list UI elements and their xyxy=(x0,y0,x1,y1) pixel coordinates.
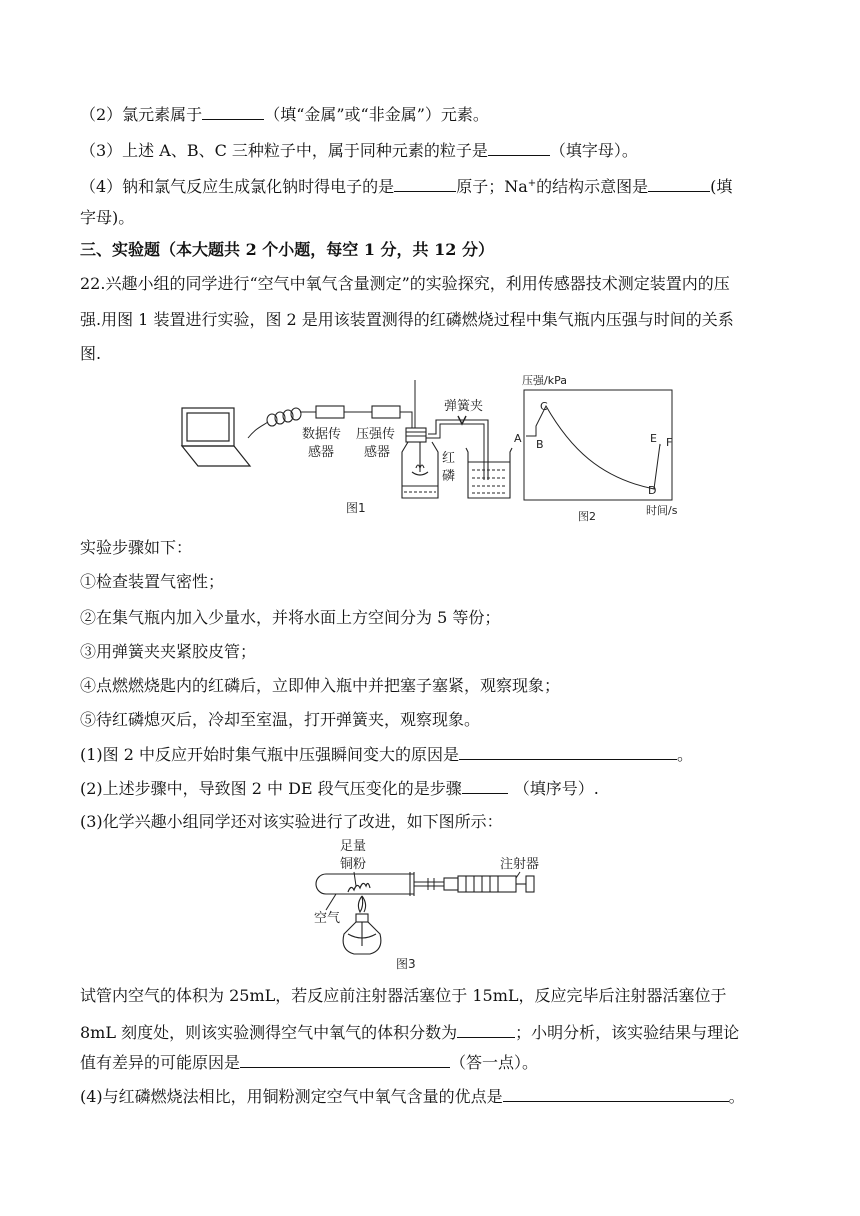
sub-question-4: (4)与红磷燃烧法相比，用铜粉测定空气中氧气含量的优点是 。 xyxy=(80,1087,745,1106)
q22-intro-line3: 图. xyxy=(80,344,102,363)
alcohol-lamp-icon xyxy=(343,896,381,954)
sub-question-3-text-1: 试管内空气的体积为 25mL，若反应前注射器活塞位于 15mL，反应完毕后注射器活塞位于 xyxy=(80,986,727,1005)
figure-1-caption: 图1 xyxy=(346,501,366,515)
steps-title: 实验步骤如下： xyxy=(80,538,193,557)
laptop-icon xyxy=(182,408,250,466)
answer-blank[interactable] xyxy=(462,778,508,794)
figure-3-caption: 图3 xyxy=(396,957,416,971)
label-red-phosphorus-1: 红 xyxy=(442,451,456,466)
fig2-ylabel: 压强/kPa xyxy=(522,374,567,387)
pressure-sensor-box xyxy=(372,406,400,418)
label-copper-2: 铜粉 xyxy=(340,857,367,872)
label-pressure-sensor-2: 感器 xyxy=(364,445,391,460)
label-pressure-sensor-1: 压强传 xyxy=(356,427,396,442)
point-label-a: A xyxy=(514,432,522,445)
label-syringe: 注射器 xyxy=(500,857,540,872)
sub-question-2: (2)上述步骤中，导致图 2 中 DE 段气压变化的是步骤 （填序号）. xyxy=(80,779,599,798)
answer-blank[interactable] xyxy=(457,1022,515,1038)
section-title: 三、实验题（本大题共 2 个小题，每空 1 分，共 12 分） xyxy=(80,240,494,259)
pressure-curve xyxy=(526,406,660,489)
point-label-f: F xyxy=(666,436,673,449)
fig2-caption: 图2 xyxy=(578,510,596,523)
fig2-xlabel: 时间/s xyxy=(646,504,678,517)
step-5: ⑤待红磷熄灭后，冷却至室温，打开弹簧夹，观察现象。 xyxy=(80,710,481,729)
step-3: ③用弹簧夹夹紧胶皮管； xyxy=(80,642,257,661)
copper-powder xyxy=(348,883,370,892)
point-label-c: C xyxy=(540,400,548,413)
data-sensor-box xyxy=(316,406,344,418)
sub-question-3: (3)化学兴趣小组同学还对该实验进行了改进，如下图所示： xyxy=(80,812,503,831)
q21-part4-cont: 字母)。 xyxy=(80,208,135,227)
beaker xyxy=(466,448,512,498)
label-air: 空气 xyxy=(314,911,341,926)
q21-part2: （2）氯元素属于 （填“金属”或“非金属”）元素。 xyxy=(80,105,489,124)
answer-blank[interactable] xyxy=(202,104,264,120)
answer-blank[interactable] xyxy=(394,176,456,192)
sub-question-1: (1)图 2 中反应开始时集气瓶中压强瞬间变大的原因是 。 xyxy=(80,745,694,764)
answer-blank[interactable] xyxy=(488,140,550,156)
step-2: ②在集气瓶内加入少量水，并将水面上方空间分为 5 等份； xyxy=(80,608,501,627)
q22-intro-line2: 强.用图 1 装置进行实验，图 2 是用该装置测得的红磷燃烧过程中集气瓶内压强与时间的关系 xyxy=(80,310,734,329)
figure-1 xyxy=(176,376,522,524)
step-4: ④点燃燃烧匙内的红磷后，立即伸入瓶中并把塞子塞紧，观察现象； xyxy=(80,676,561,695)
q21-part3: （3）上述 A、B、C 三种粒子中，属于同种元素的粒子是 （填字母）。 xyxy=(80,141,638,160)
step-1: ①检查装置气密性； xyxy=(80,572,225,591)
point-label-d: D xyxy=(648,484,657,497)
label-copper-1: 足量 xyxy=(340,839,367,854)
q21-part4: （4）钠和氯气反应生成氯化钠时得电子的是 原子；Na+的结构示意图是 (填 xyxy=(80,177,733,196)
point-label-b: B xyxy=(536,438,544,451)
label-data-sensor-1: 数据传 xyxy=(302,427,342,442)
sub-question-3-text-2: 8mL 刻度处，则该实验测得空气中氧气的体积分数为 ；小明分析，该实验结果与理论 xyxy=(80,1023,740,1042)
point-label-e: E xyxy=(650,432,657,445)
answer-blank[interactable] xyxy=(503,1086,729,1102)
syringe-icon xyxy=(444,876,534,892)
label-spring-clip: 弹簧夹 xyxy=(444,399,484,414)
figure-2 xyxy=(510,368,686,528)
figure-3 xyxy=(304,834,554,974)
answer-blank[interactable] xyxy=(459,744,677,760)
answer-blank[interactable] xyxy=(240,1052,450,1068)
label-data-sensor-2: 感器 xyxy=(308,445,335,460)
sub-question-3-text-3: 值有差异的可能原因是 （答一点）。 xyxy=(80,1053,539,1072)
label-red-phosphorus-2: 磷 xyxy=(442,469,456,484)
answer-blank[interactable] xyxy=(648,176,710,192)
q22-intro-line1: 22.兴趣小组的同学进行“空气中氧气含量测定”的实验探究，利用传感器技术测定装置内的压 xyxy=(80,274,730,293)
